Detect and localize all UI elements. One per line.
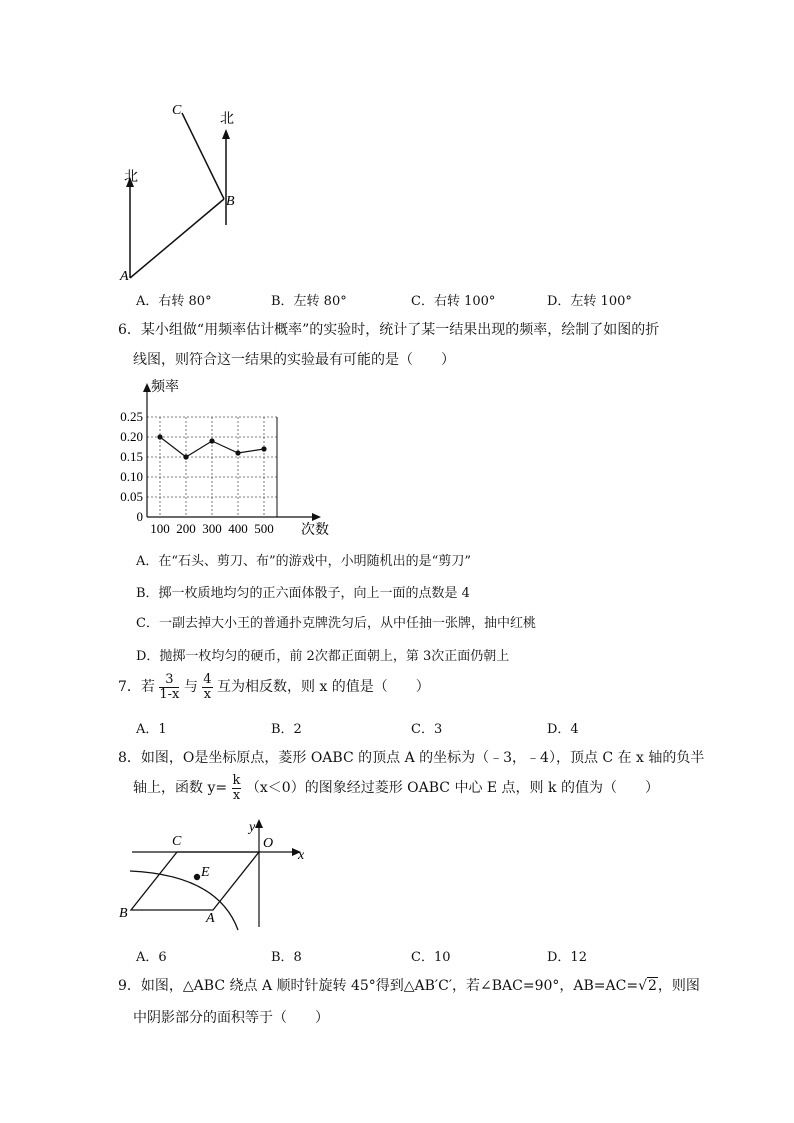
- q6-option-c[interactable]: C．一副去掉大小王的普通扑克牌洗匀后，从中任抽一张牌，抽中红桃: [136, 616, 536, 631]
- frequency-line-chart: [110, 375, 360, 540]
- q8-option-b[interactable]: B．8: [271, 950, 302, 965]
- q5-option-d[interactable]: D．左转 100°: [547, 294, 632, 309]
- north-label-b: 北: [220, 112, 234, 127]
- q7-frac1-den: 1-x: [159, 686, 180, 702]
- q5-option-b[interactable]: B．左转 80°: [271, 294, 347, 309]
- y-tick-label: 0.15: [120, 449, 143, 464]
- q7-fraction-1: [159, 673, 179, 702]
- y-axis-arrow: [255, 819, 263, 828]
- north-arrow-b-head: [222, 129, 230, 139]
- q8-option-a[interactable]: A．6: [136, 950, 167, 965]
- q8-line2-prefix: 轴上，函数 y=: [133, 780, 228, 796]
- label-e: E: [201, 865, 210, 880]
- segment-bc: [182, 113, 224, 199]
- y-tick-label: 0.10: [120, 469, 143, 484]
- q8-frac-num: k: [232, 772, 241, 788]
- x-tick-label: 400: [228, 521, 248, 536]
- q8-stem-line2: [133, 772, 659, 804]
- y-tick-label: 0.20: [120, 429, 143, 444]
- q7-prefix: 7．若: [118, 679, 155, 695]
- label-a: A: [206, 911, 215, 926]
- q7-stem: [118, 672, 430, 702]
- q6-option-d[interactable]: D．抛掷一枚均匀的硬币，前 2次都正面朝上，第 3次正面仍朝上: [136, 649, 510, 664]
- q8-stem-line1: 8．如图，O是坐标原点，菱形 OABC 的顶点 A 的坐标为（﹣3，﹣4），顶点 C 在 x 轴的负半: [118, 750, 705, 766]
- point-label-a: A: [120, 269, 129, 284]
- data-point: [183, 454, 188, 459]
- x-tick-label: 200: [176, 521, 196, 536]
- point-label-b: B: [226, 194, 235, 209]
- x-tick-label: 500: [254, 521, 274, 536]
- q7-option-a[interactable]: A．1: [136, 722, 167, 737]
- q8-frac-den: x: [232, 787, 241, 803]
- y-tick-label: 0.25: [120, 409, 143, 424]
- q7-frac1-num: 3: [159, 673, 179, 688]
- q5-bearing-figure: [110, 95, 260, 290]
- q5-option-a[interactable]: A．右转 80°: [136, 294, 212, 309]
- q8-option-c[interactable]: C．10: [411, 950, 451, 965]
- q7-frac2-num: 4: [203, 671, 212, 687]
- center-point-e: [194, 874, 200, 880]
- segment-ab: [130, 199, 224, 278]
- q9-stem-line2: 中阴影部分的面积等于（ ）: [133, 1010, 329, 1026]
- y-tick-label: 0: [136, 509, 143, 524]
- q8-fraction: [232, 774, 242, 803]
- q8-line2-suffix: （x＜0）的图象经过菱形 OABC 中心 E 点，则 k 的值为（ ）: [245, 780, 659, 796]
- label-c: C: [172, 834, 182, 849]
- label-x: x: [298, 848, 305, 863]
- data-point: [209, 438, 214, 443]
- q6-option-b[interactable]: B．掷一枚质地均匀的正六面体骰子，向上一面的点数是 4: [136, 586, 470, 601]
- q7-fraction-2: [202, 673, 212, 702]
- x-axis-arrow: [312, 513, 321, 521]
- label-y: y: [249, 820, 256, 835]
- sqrt-symbol: √: [638, 978, 647, 994]
- q7-option-c[interactable]: C．3: [411, 722, 443, 737]
- q8-option-d[interactable]: D．12: [547, 950, 587, 965]
- x-tick-label: 300: [202, 521, 222, 536]
- q9-radicand: 2: [648, 978, 657, 994]
- q6-stem-line1: 6．某小组做“用频率估计概率”的实验时，统计了某一结果出现的频率，绘制了如图的折: [118, 322, 660, 338]
- y-axis-arrow: [143, 383, 151, 392]
- q7-option-b[interactable]: B．2: [271, 722, 302, 737]
- q5-option-c[interactable]: C．右转 100°: [411, 294, 496, 309]
- data-point: [235, 450, 240, 455]
- y-tick-label: 0.05: [120, 489, 143, 504]
- q9-stem-line1: [118, 976, 700, 996]
- q6-stem-line2: 线图，则符合这一结果的实验最有可能的是（ ）: [133, 352, 455, 368]
- data-point: [157, 434, 162, 439]
- data-point: [261, 446, 266, 451]
- q7-mid: 与: [183, 679, 198, 695]
- q7-option-d[interactable]: D．4: [547, 722, 579, 737]
- point-label-c: C: [172, 103, 182, 118]
- rhombus-oabc: [131, 852, 259, 910]
- north-label-a: 北: [124, 170, 138, 185]
- label-o: O: [263, 836, 274, 851]
- q7-suffix: 互为相反数，则 x 的值是（ ）: [217, 679, 430, 695]
- x-axis-title: 次数: [301, 523, 329, 538]
- q9-line1-prefix: 9．如图，△ABC 绕点 A 顺时针旋转 45°得到△AB′C′，若∠BAC=90°，AB=AC=: [118, 978, 639, 994]
- label-b: B: [119, 906, 128, 921]
- q7-frac2-den: x: [203, 686, 212, 702]
- q6-option-a[interactable]: A．在“石头、剪刀、布”的游戏中，小明随机出的是“剪刀”: [136, 554, 471, 569]
- x-tick-label: 100: [150, 521, 170, 536]
- y-axis-title: 频率: [151, 380, 179, 395]
- q9-line1-suffix: ，则图: [657, 978, 700, 994]
- hyperbola-curve: [130, 871, 238, 930]
- q8-rhombus-figure: [110, 815, 315, 940]
